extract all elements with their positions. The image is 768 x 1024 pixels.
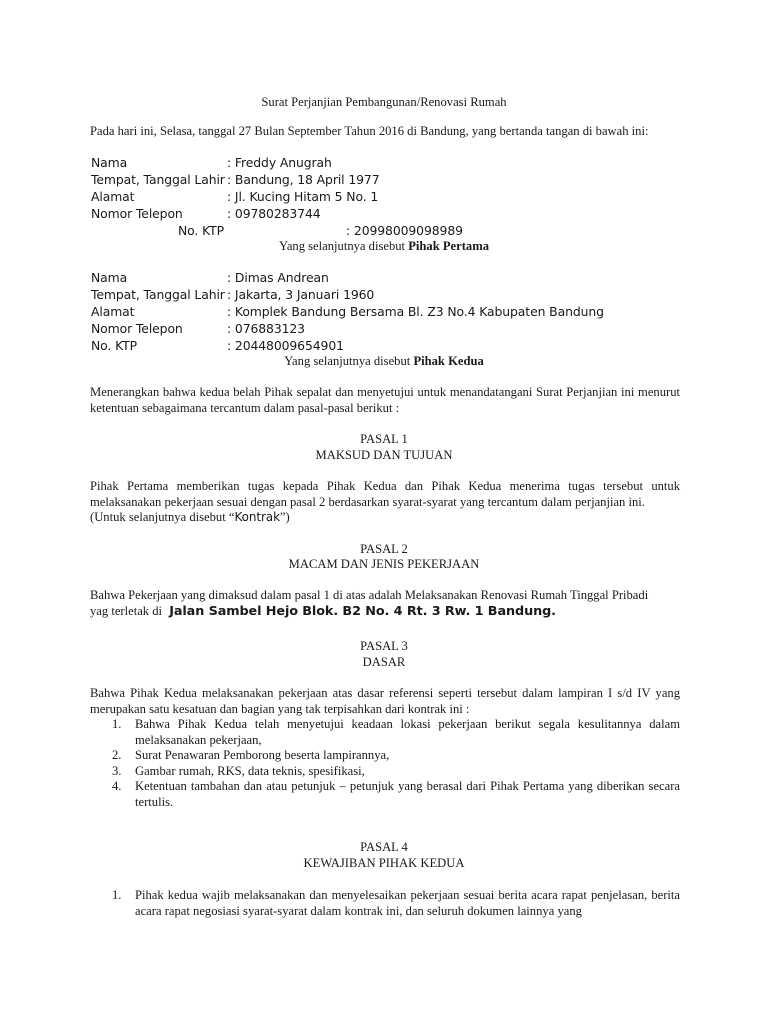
preamble-paragraph: Menerangkan bahwa kedua belah Pihak sepalat dan menyetujui untuk menandatangani Surat Perjanjian ini menurut ketentuan sebagaimana tercantum dalam pasal-pasal berikut : [90, 385, 680, 415]
pasal1-text: Pihak Pertama memberikan tugas kepada Pihak Kedua dan Pihak Kedua menerima tugas tersebut untuk melaksanakan pekerjaan sesuai dengan pasal 2 berdasarkan syarat-syarat yang tercantum dalam perjanjian ini. [90, 479, 680, 509]
pasal3-number: PASAL 3 [360, 639, 408, 653]
pasal1-note-suffix: ”) [279, 510, 290, 524]
party1-name-value: : Freddy Anugrah [227, 155, 332, 170]
list-item-text: Bahwa Pihak Kedua telah menyetujui keadaan lokasi pekerjaan berikut segala kesulitannya dalam melaksanakan pekerjaan, [135, 717, 680, 747]
party1-phone-value: : 09780283744 [227, 206, 321, 221]
pasal1-note-prefix: (Untuk selanjutnya disebut “ [90, 510, 235, 524]
party2-name-value: : Dimas Andrean [227, 270, 329, 285]
party1-designation-prefix: Yang selanjutnya disebut [278, 239, 406, 253]
party2-address-label: Alamat [91, 304, 135, 319]
party2-phone-value: : 076883123 [227, 321, 305, 336]
party1-ktp-label: No. KTP [178, 223, 225, 238]
list-item-number: 4. [112, 779, 122, 793]
list-item-text: Ketentuan tambahan dan atau petunjuk – petunjuk yang berasal dari Pihak Pertama yang diberikan secara tertulis. [135, 779, 680, 809]
party1-name-label: Nama [91, 155, 128, 170]
party2-ktp-label: No. KTP [91, 338, 138, 353]
party1-designation [0, 239, 768, 255]
party2-name-label: Nama [91, 270, 128, 285]
party1-details [91, 155, 463, 240]
party1-address-label: Alamat [91, 189, 135, 204]
party2-ktp-value: : 20448009654901 [227, 338, 344, 353]
party2-name-row [91, 270, 604, 287]
party2-address-value: : Komplek Bandung Bersama Bl. Z3 No.4 Kabupaten Bandung [227, 304, 604, 319]
list-item-text: Surat Penawaran Pemborong beserta lampirannya, [135, 748, 390, 762]
party1-birth-value: : Bandung, 18 April 1977 [227, 172, 380, 187]
list-item [90, 888, 680, 919]
opening-paragraph: Pada hari ini, Selasa, tanggal 27 Bulan September Tahun 2016 di Bandung, yang bertanda tangan di bawah ini: [90, 124, 649, 138]
party2-ktp-row [91, 338, 604, 355]
party1-designation-term: Pihak Pertama [408, 239, 489, 253]
party1-address-value: : Jl. Kucing Hitam 5 No. 1 [227, 189, 379, 204]
party1-birth-row [91, 172, 463, 189]
party2-designation-prefix: Yang selanjutnya disebut [284, 354, 411, 368]
pasal4-heading: KEWAJIBAN PIHAK KEDUA [303, 856, 465, 870]
pasal2-text-line1: Bahwa Pekerjaan yang dimaksud dalam pasal 1 di atas adalah Melaksanakan Renovasi Rumah Tinggal Pribadi [90, 588, 649, 602]
party1-birth-label: Tempat, Tanggal Lahir [91, 172, 225, 187]
list-item [90, 779, 680, 810]
pasal2-text-prefix: yag terletak di [90, 604, 163, 618]
party1-address-row [91, 189, 463, 206]
party2-address-row [91, 304, 604, 321]
pasal1-note-term: Kontrak [234, 510, 280, 524]
party2-designation [0, 354, 768, 370]
list-item-number: 2. [112, 748, 122, 762]
party2-designation-term: Pihak Kedua [413, 354, 484, 368]
list-item-number: 1. [112, 888, 122, 902]
pasal3-heading: DASAR [362, 655, 406, 669]
party2-details [91, 270, 604, 355]
party2-phone-row [91, 321, 604, 338]
list-item [90, 748, 680, 764]
list-item [90, 717, 680, 748]
party2-phone-label: Nomor Telepon [91, 321, 183, 336]
list-item-text: Gambar rumah, RKS, data teknis, spesifikasi, [135, 763, 365, 778]
document-title: Surat Perjanjian Pembangunan/Renovasi Rumah [261, 95, 507, 109]
party2-birth-label: Tempat, Tanggal Lahir [91, 287, 225, 302]
party1-name-row [91, 155, 463, 172]
party2-birth-row [91, 287, 604, 304]
party1-phone-row [91, 206, 463, 223]
list-item [90, 764, 680, 780]
pasal2-text-line2 [90, 604, 556, 620]
pasal1-note [90, 510, 290, 526]
list-item-number: 3. [112, 763, 122, 778]
party2-birth-value: : Jakarta, 3 Januari 1960 [227, 287, 375, 302]
pasal4-list [90, 888, 680, 919]
pasal2-location: Jalan Sambel Hejo Blok. B2 No. 4 Rt. 3 Rw. 1 Bandung. [169, 604, 556, 619]
party1-ktp-row [91, 223, 463, 240]
pasal1-heading: MAKSUD DAN TUJUAN [315, 448, 453, 462]
party1-ktp-value: : 20998009098989 [346, 223, 463, 238]
list-item-number: 1. [112, 717, 122, 731]
list-item-text: Pihak kedua wajib melaksanakan dan menyelesaikan pekerjaan sesuai berita acara rapat penjelasan, berita acara rapat negosiasi syarat-syarat dalam kontrak ini, dan seluruh dokumen lainnya yang [135, 888, 680, 918]
pasal4-number: PASAL 4 [360, 840, 408, 854]
party1-phone-label: Nomor Telepon [91, 206, 183, 221]
pasal1-number: PASAL 1 [360, 432, 408, 446]
pasal2-number: PASAL 2 [360, 542, 408, 556]
pasal2-heading: MACAM DAN JENIS PEKERJAAN [288, 557, 480, 571]
pasal3-intro: Bahwa Pihak Kedua melaksanakan pekerjaan atas dasar referensi seperti tersebut dalam lampiran I s/d IV yang merupakan satu kesatuan dan bagian yang tak terpisahkan dari kontrak ini : [90, 686, 680, 716]
pasal3-list [90, 717, 680, 810]
